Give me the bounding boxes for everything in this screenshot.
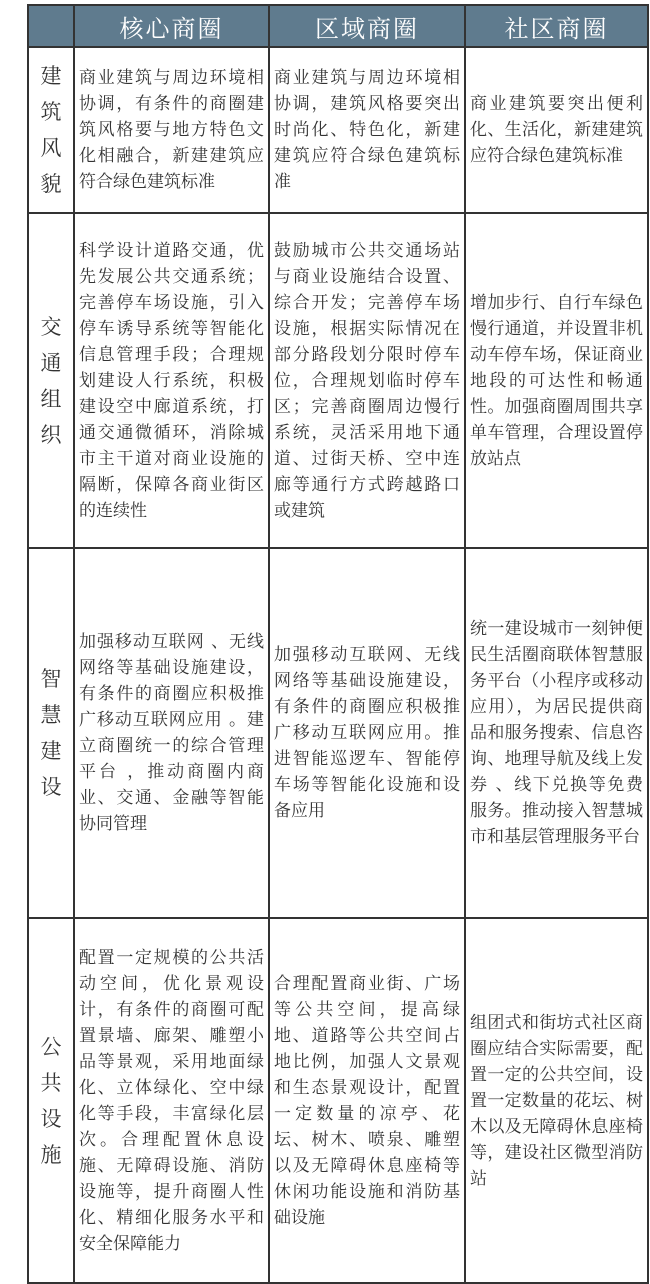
row-label-char: 设: [40, 1106, 62, 1131]
cell-core: 科学设计道路交通，优先发展公共交通系统；完善停车场设施，引入停车诱导系统等智能化信息管理手段；合理规划建设人行系统，积极建设空中廊道系统，打通交通微循环，消除城市主干道对商业设施的隔断，保障各商业街区的连续性: [74, 213, 269, 548]
table-row: [28, 548, 648, 918]
row-label-char: 设: [40, 775, 62, 799]
row-label-char: 建: [40, 739, 62, 763]
row-label-char: 慧: [40, 703, 62, 727]
cell-core: 配置一定规模的公共活动空间，优化景观设计，有条件的商圈可配置景墙、廊架、雕塑小品等景观，采用地面绿化、立体绿化、空中绿化等手段，丰富绿化层次。合理配置休息设施、无障碍设施、消防设施等，提升商圈人性化、精细化服务水平和安全保障能力: [74, 918, 269, 1283]
row-label-char: 施: [40, 1142, 62, 1167]
table-row: [28, 47, 648, 213]
row-label-char: 貌: [40, 172, 62, 196]
commercial-district-table: [27, 4, 649, 1284]
row-label-char: 风: [40, 136, 62, 160]
row-label-char: 共: [40, 1070, 62, 1095]
table-row: [28, 213, 648, 548]
cell-regional: 加强移动互联网、无线网络等基础设施建设，有条件的商圈应积极推广移动互联网应用。推进智能巡逻车、智能停车场等智能化设施和设备应用: [269, 548, 465, 918]
row-label-smart: [28, 548, 74, 918]
cell-regional: 商业建筑与周边环境相协调，建筑风格要突出时尚化、特色化，新建建筑应符合绿色建筑标准: [269, 47, 465, 213]
header-community: 社区商圈: [465, 5, 648, 47]
row-label-char: 组: [40, 386, 62, 411]
row-label-char: 建: [40, 64, 62, 88]
cell-regional: 合理配置商业街、广场等公共空间，提高绿地、道路等公共空间占地比例，加强人文景观和生态景观设计，配置一定数量的凉亭、花坛、树木、喷泉、雕塑以及无障碍休息座椅等休闲功能设施和消防基础设施: [269, 918, 465, 1283]
row-label-traffic: [28, 213, 74, 548]
cell-core: 加强移动互联网 、无线网络等基础设施建设， 有条件的商圈应积极推广移动互联网应用 。建立商圈统一的综合管理平台 ，推动商圈内商业、交通、金融等智能协同管理: [74, 548, 269, 918]
row-label-char: 智: [40, 667, 62, 691]
corner-cell: [28, 5, 74, 47]
row-label-char: 交: [40, 314, 62, 339]
row-label-char: 织: [40, 422, 62, 447]
row-label-char: 公: [40, 1034, 62, 1059]
row-label-char: 筑: [40, 100, 62, 124]
header-row: [28, 5, 648, 47]
cell-community: 增加步行、自行车绿色慢行通道，并设置非机动车停车场，保证商业地段的可达性和畅通性。加强商圈周围共享单车管理，合理设置停放站点: [465, 213, 648, 548]
cell-community: 组团式和街坊式社区商圈应结合实际需要，配置一定的公共空间，设置一定数量的花坛、树木以及无障碍休息座椅等，建设社区微型消防站: [465, 918, 648, 1283]
header-core: 核心商圈: [74, 5, 269, 47]
cell-community: 商业建筑要突出便利化、生活化，新建建筑应符合绿色建筑标准: [465, 47, 648, 213]
row-label-architecture: [28, 47, 74, 213]
table-row: [28, 918, 648, 1283]
cell-community: 统一建设城市一刻钟便民生活圈商联体智慧服务平台（小程序或移动应用），为居民提供商品和服务搜索、信息咨询、地理导航及线上发券 、线下兑换等免费服务。推动接入智慧城市和基层管理服务平台: [465, 548, 648, 918]
cell-regional: 鼓励城市公共交通场站与商业设施结合设置、综合开发；完善停车场设施，根据实际情况在部分路段划分限时停车位，合理规划临时停车区；完善商圈周边慢行系统，灵活采用地下通道、过街天桥、空中连廊等通行方式跨越路口或建筑: [269, 213, 465, 548]
header-regional: 区域商圈: [269, 5, 465, 47]
row-label-public: [28, 918, 74, 1283]
row-label-char: 通: [40, 350, 62, 375]
cell-core: 商业建筑与周边环境相协调，有条件的商圈建筑风格要与地方特色文化相融合，新建建筑应符合绿色建筑标准: [74, 47, 269, 213]
